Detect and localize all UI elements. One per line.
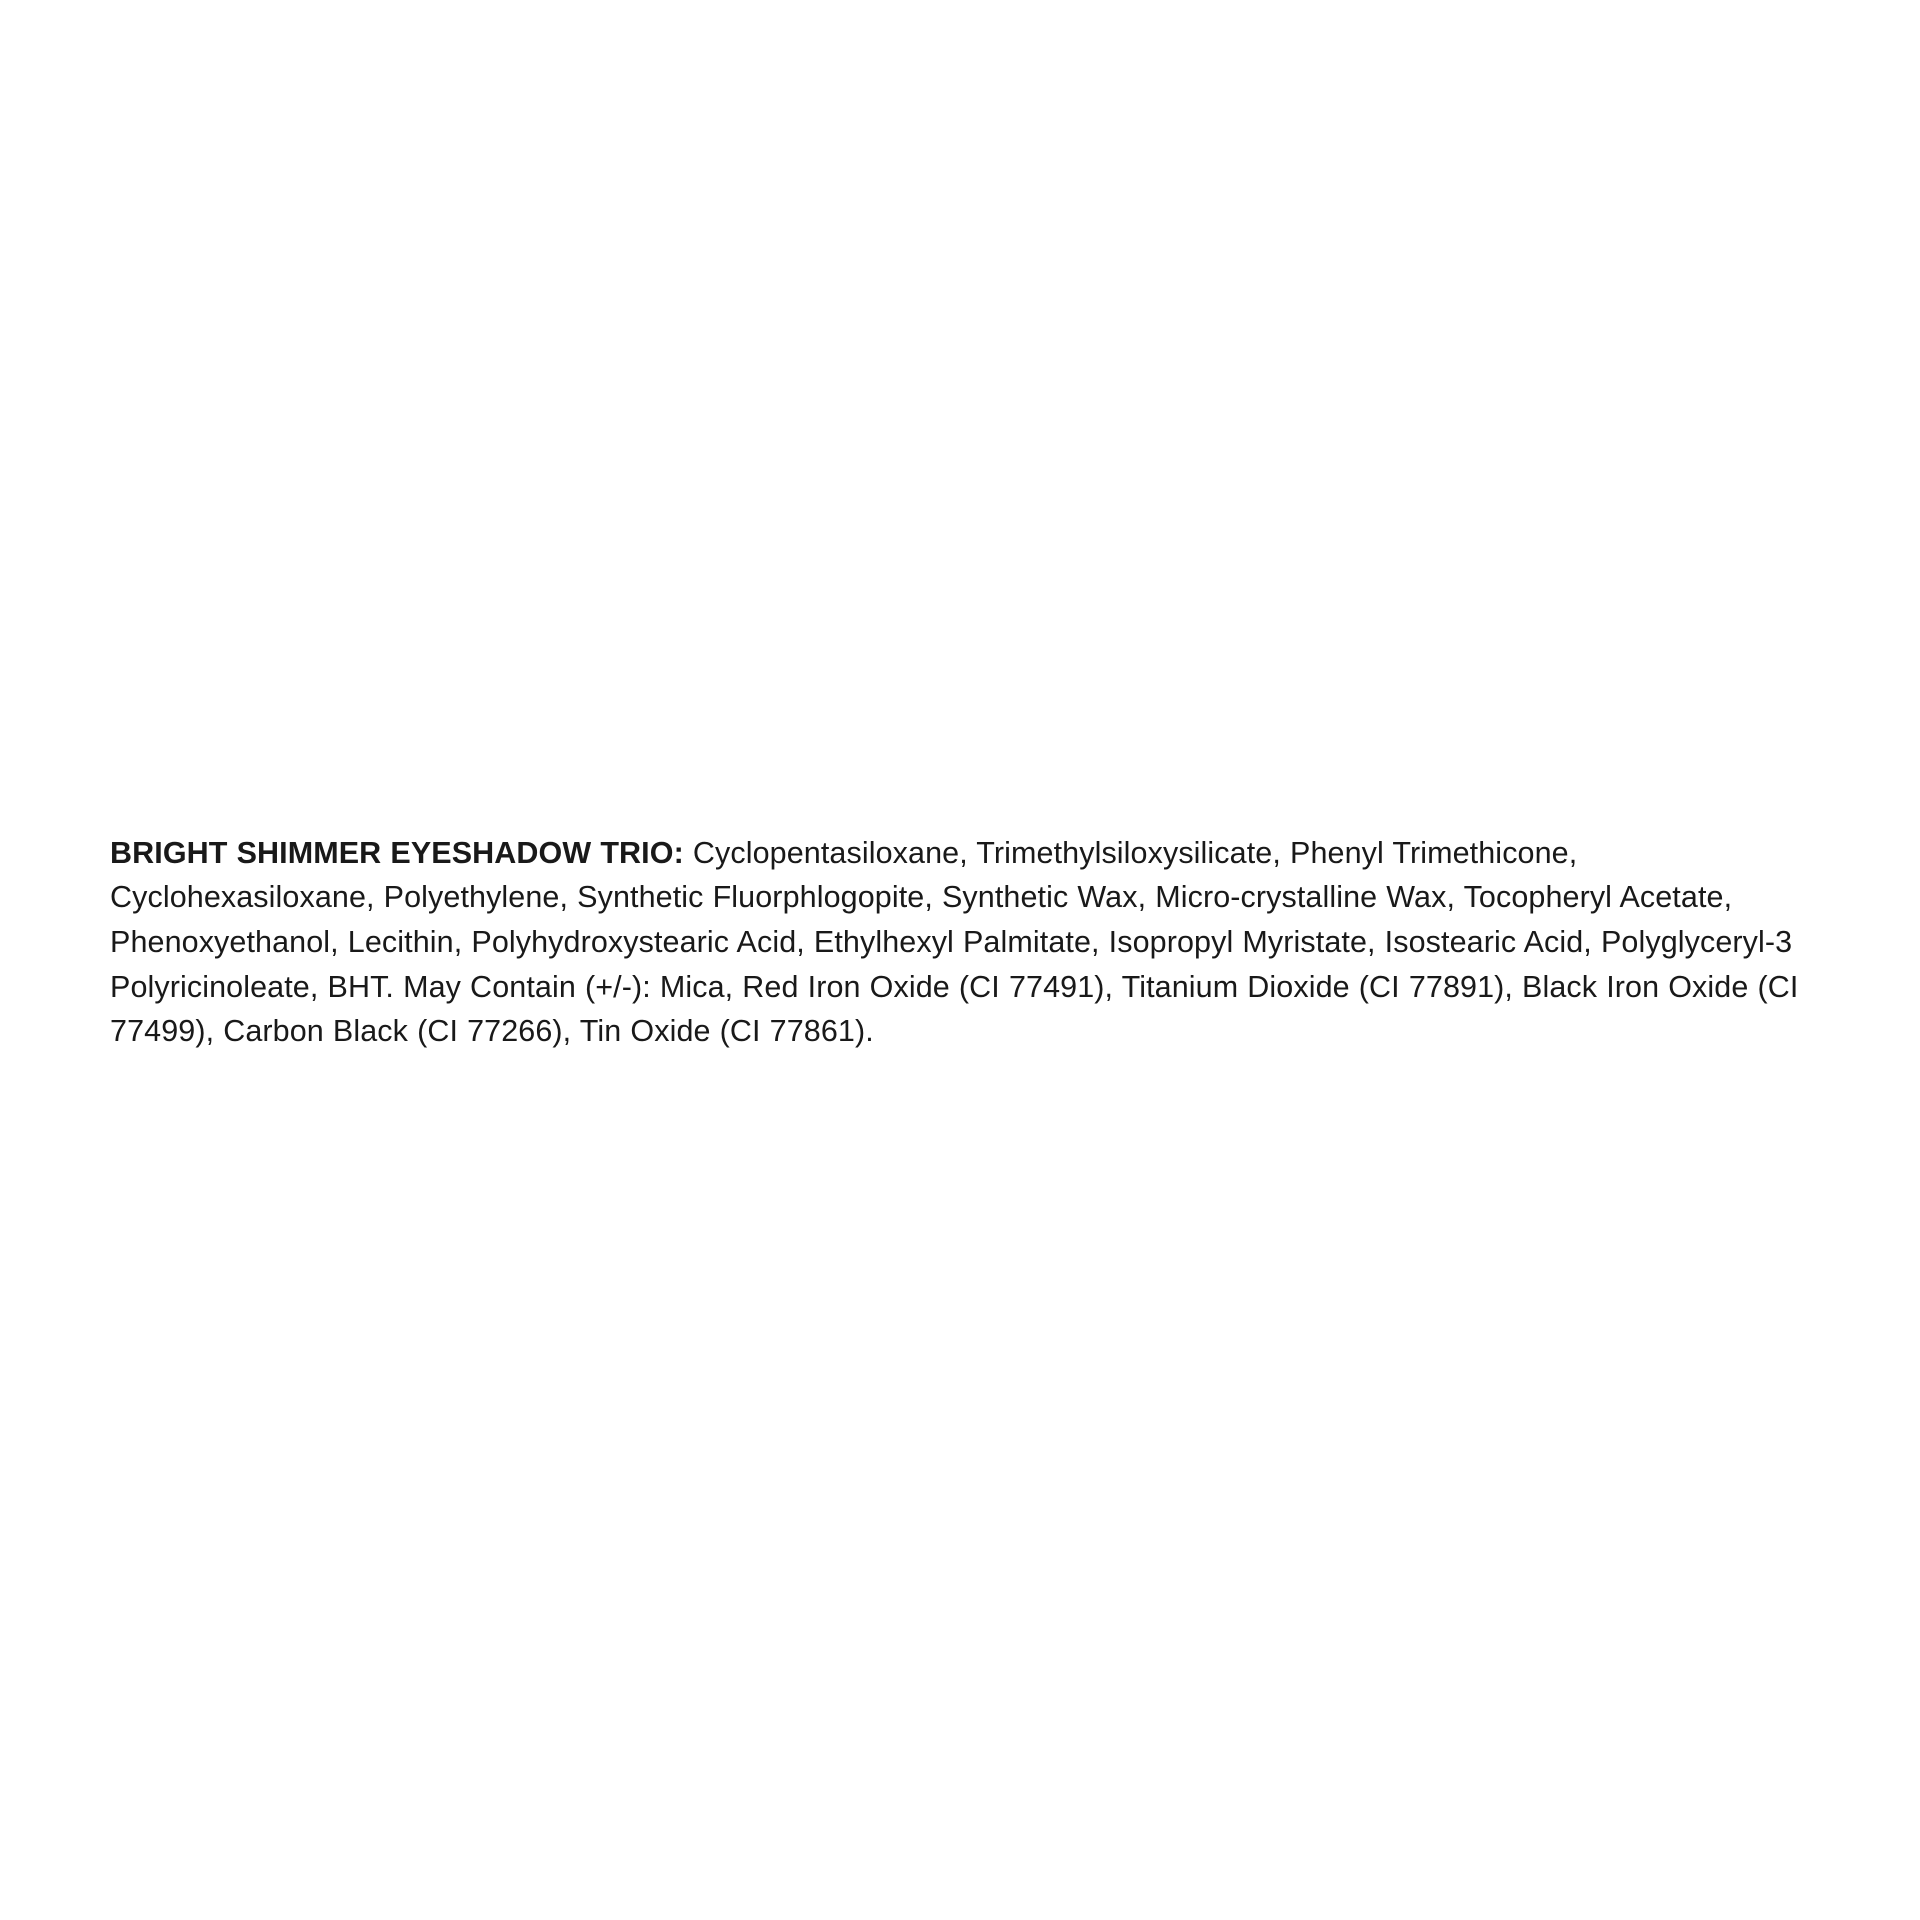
- ingredients-panel: [110, 800, 1810, 1084]
- ingredients-list-text: Cyclopentasiloxane, Trimethylsiloxysilicate, Phenyl Trimethicone, Cyclohexasiloxane, Polyethylene, Synthetic Fluorphlogopite, Synthetic Wax, Micro-crystalline Wax, Tocopheryl Acetate, Phenoxyethanol, Lecithin, Polyhydroxystearic Acid, Ethylhexyl Palmitate, Isopropyl Myristate, Isostearic Acid, Polyglyceryl-3 Polyricinoleate, BHT. May Contain (+/-): Mica, Red Iron Oxide (CI 77491), Titanium Dioxide (CI 77891), Black Iron Oxide (CI 77499), Carbon Black (CI 77266), Tin Oxide (CI 77861).: [110, 835, 1799, 1049]
- ingredients-paragraph: [110, 831, 1810, 1054]
- product-name-label: BRIGHT SHIMMER EYESHADOW TRIO:: [110, 835, 684, 870]
